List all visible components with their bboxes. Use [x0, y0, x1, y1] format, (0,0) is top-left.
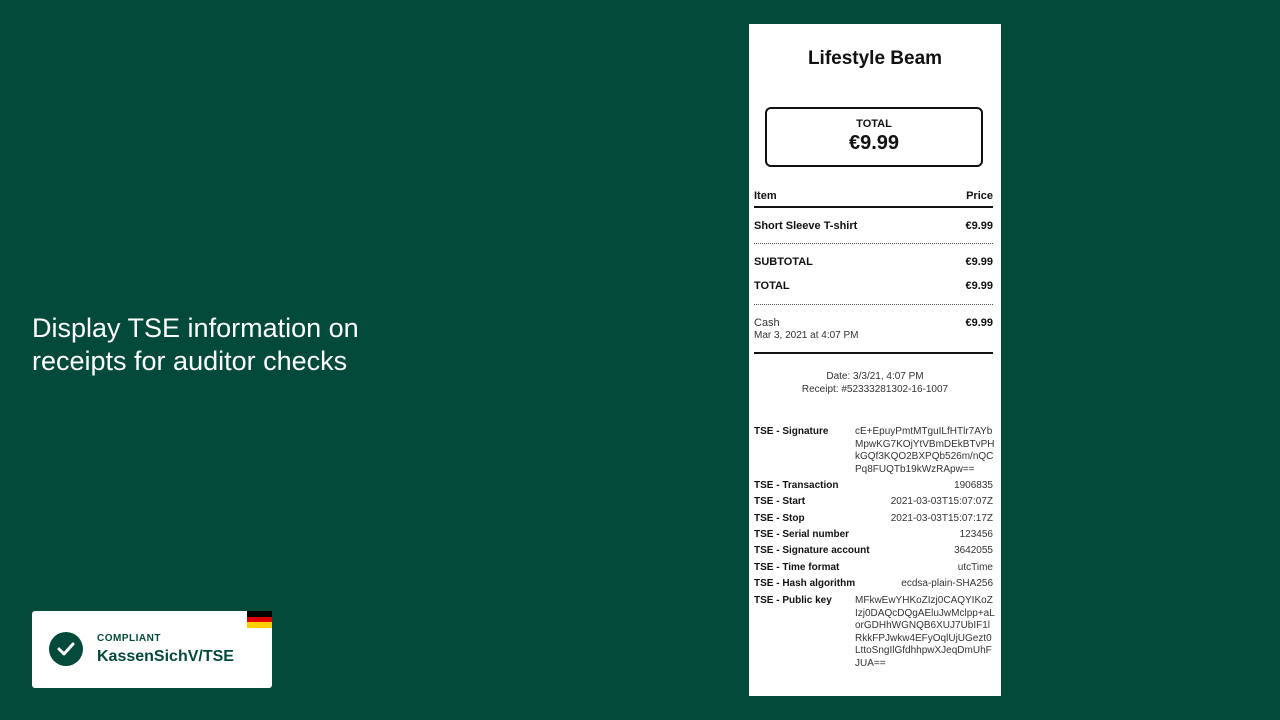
headline-line-2: receipts for auditor checks: [32, 346, 348, 376]
germany-flag-icon: [247, 611, 272, 628]
payment-amount: €9.99: [965, 317, 993, 329]
total-value: €9.99: [965, 280, 993, 292]
header-divider: [754, 206, 993, 208]
tse-signature-account-label: TSE - Signature account: [754, 545, 870, 556]
total-box-label: TOTAL: [856, 118, 892, 130]
tse-public-key-row: [754, 595, 993, 675]
tse-serial-value: 123456: [959, 529, 993, 540]
check-circle-icon: [49, 632, 83, 666]
tse-stop-label: TSE - Stop: [754, 513, 805, 524]
payment-divider: [754, 352, 993, 354]
tse-serial-label: TSE - Serial number: [754, 529, 850, 540]
compliance-badge: [32, 611, 272, 688]
receipt-number: Receipt: #52333281302-16-1007: [801, 384, 949, 395]
badge-title: KassenSichV/TSE: [97, 648, 234, 665]
items-divider: [754, 243, 993, 244]
tse-hash-label: TSE - Hash algorithm: [754, 578, 856, 589]
receipt-meta: [749, 370, 1001, 396]
tse-public-key-value: MFkwEwYHKoZIzj0CAQYIKoZIzj0DAQcDQgAEluJwMclpp+aLorGDHhWGNQB6XUJ7UbIF1lRkkFPJwkw4EFyOqlUjUGezt0LttoSngIlGfdhhpwXJeqDmUhFJUA==: [855, 595, 995, 669]
tse-signature-row: [754, 426, 993, 478]
tse-public-key-label: TSE - Public key: [754, 595, 832, 606]
receipt: [749, 24, 1001, 696]
tse-hash-value: ecdsa-plain-SHA256: [901, 578, 993, 589]
badge-label: COMPLIANT: [97, 633, 161, 644]
tse-stop-value: 2021-03-03T15:07:17Z: [890, 513, 993, 524]
store-name: Lifestyle Beam: [807, 48, 943, 69]
payment-method: Cash: [754, 317, 780, 329]
subtotal-value: €9.99: [965, 256, 993, 268]
total-box-amount: €9.99: [848, 132, 900, 154]
total-label: TOTAL: [754, 280, 790, 292]
item-column-header: Item: [754, 190, 777, 202]
tse-signature-label: TSE - Signature: [754, 426, 829, 437]
total-row: [754, 280, 993, 292]
totals-divider: [754, 304, 993, 305]
tse-start-label: TSE - Start: [754, 496, 806, 507]
item-price: €9.99: [965, 220, 993, 232]
headline: [32, 312, 359, 378]
table-header: [754, 190, 993, 202]
tse-transaction-label: TSE - Transaction: [754, 480, 839, 491]
price-column-header: Price: [966, 190, 993, 202]
tse-signature-value: cE+EpuyPmtMTguILfHTlr7AYbMpwKG7KOjYtVBmDEkBTvPHkGQf3KQO2BXPQb526m/nQCPq8FUQTb19kWzRApw==: [855, 426, 995, 475]
item-name: Short Sleeve T-shirt: [754, 220, 858, 232]
subtotal-label: SUBTOTAL: [754, 256, 813, 268]
tse-time-format-value: utcTime: [957, 562, 993, 573]
payment-row: [754, 317, 993, 341]
tse-transaction-value: 1906835: [954, 480, 993, 491]
tse-time-format-label: TSE - Time format: [754, 562, 840, 573]
tse-signature-account-value: 3642055: [954, 545, 993, 556]
total-box: [765, 107, 983, 167]
subtotal-row: [754, 256, 993, 268]
headline-line-1: Display TSE information on: [32, 313, 359, 343]
payment-date: Mar 3, 2021 at 4:07 PM: [754, 330, 859, 341]
tse-start-value: 2021-03-03T15:07:07Z: [890, 496, 993, 507]
line-item: [754, 220, 993, 232]
receipt-date: Date: 3/3/21, 4:07 PM: [826, 371, 924, 382]
